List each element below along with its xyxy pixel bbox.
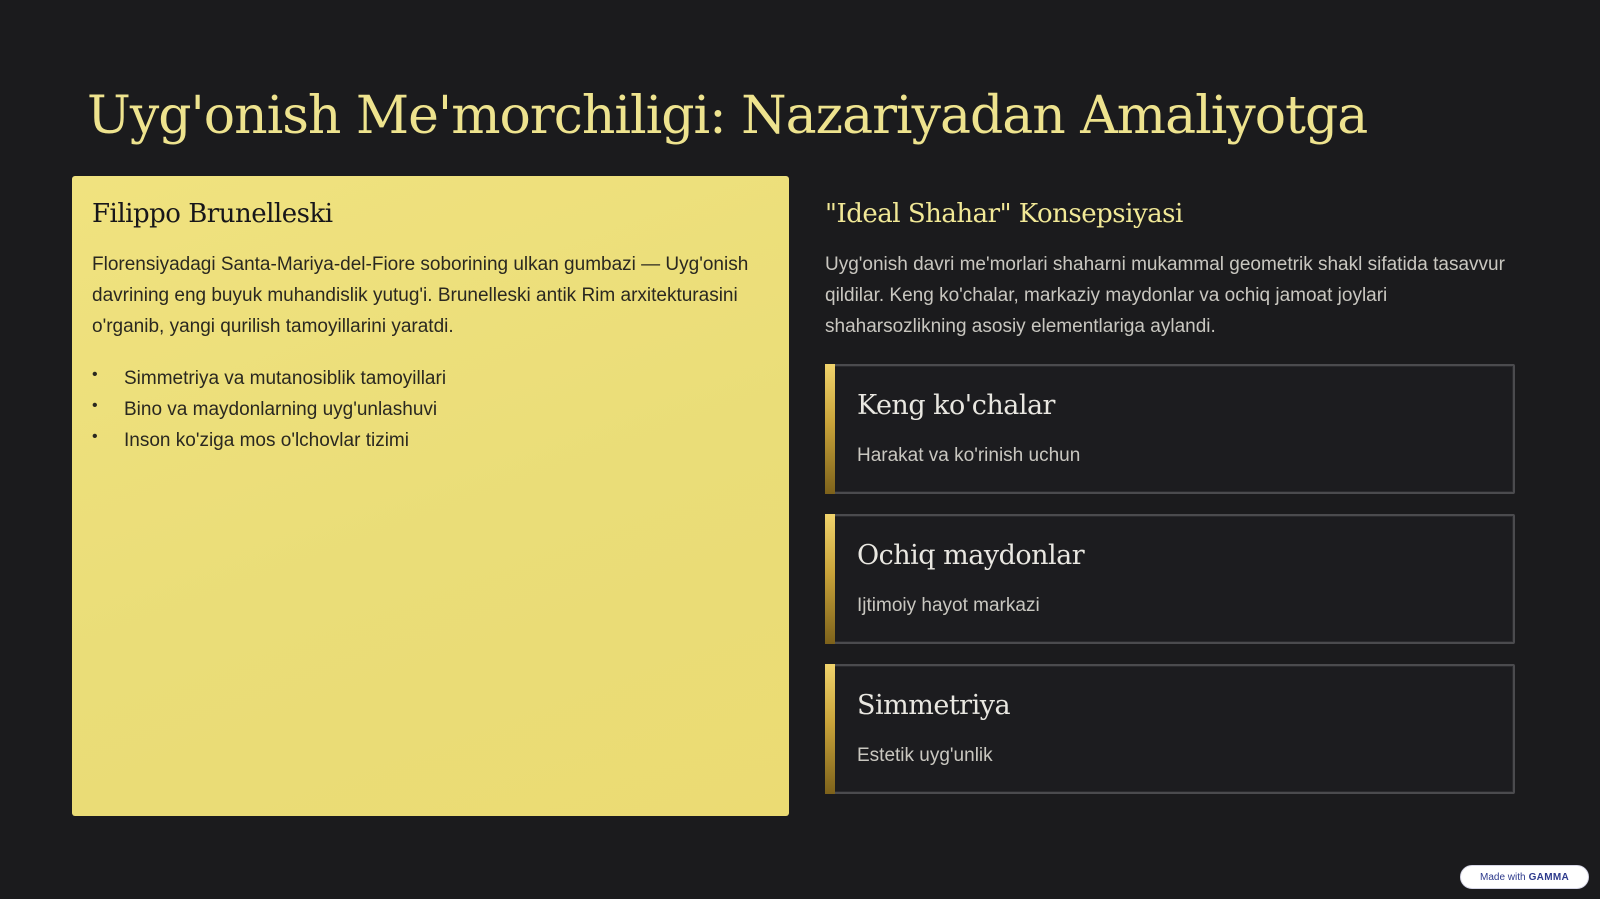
bullet-item (92, 363, 769, 394)
card-heading: Filippo Brunelleski (92, 199, 333, 229)
bullet-dot: • (92, 397, 98, 414)
feature-card (825, 514, 1515, 644)
feature-card (825, 364, 1515, 494)
gamma-logo: GAMMA (1528, 871, 1569, 883)
ideal-city-section (825, 196, 1515, 814)
bullet-text: Bino va maydonlarning uyg'unlashuvi (124, 399, 438, 420)
feature-description: Harakat va ko'rinish uchun (857, 445, 1081, 466)
card-paragraph: Florensiyadagi Santa-Mariya-del-Fiore soborining ulkan gumbazi — Uyg'onish davrining eng buyuk muhandislik yutug'i. Brunelleski antik Rim arxitekturasini o'rganib, yangi qurilish tamoyillarini yaratdi. (92, 254, 749, 337)
brunelleschi-card (72, 176, 789, 816)
bullet-list (92, 363, 769, 456)
bullet-dot: • (92, 366, 98, 383)
bullet-item (92, 425, 769, 456)
feature-description: Ijtimoiy hayot markazi (857, 595, 1040, 616)
feature-description: Estetik uyg'unlik (857, 745, 993, 766)
bullet-text: Simmetriya va mutanosiblik tamoyillari (124, 368, 447, 389)
feature-list (825, 364, 1515, 794)
slide-title: Uyg'onish Me'morchiligi: Nazariyadan Amaliyotga (87, 86, 1368, 146)
feature-accent-bar (825, 514, 835, 644)
feature-accent-bar (825, 364, 835, 494)
bullet-text: Inson ko'ziga mos o'lchovlar tizimi (124, 430, 409, 451)
feature-title: Simmetriya (857, 690, 1011, 721)
badge-prefix: Made with (1480, 871, 1526, 883)
bullet-dot: • (92, 428, 98, 445)
feature-accent-bar (825, 664, 835, 794)
section-heading: "Ideal Shahar" Konsepsiyasi (825, 199, 1183, 229)
feature-title: Keng ko'chalar (857, 390, 1055, 421)
feature-card (825, 664, 1515, 794)
section-paragraph: Uyg'onish davri me'morlari shaharni mukammal geometrik shakl sifatida tasavvur qildilar. Keng ko'chalar, markaziy maydonlar va ochiq jamoat joylari shaharsozlikning asosiy elementlariga aylandi. (825, 254, 1505, 337)
feature-title: Ochiq maydonlar (857, 540, 1085, 571)
made-with-gamma-badge[interactable] (1460, 865, 1589, 889)
bullet-item (92, 394, 769, 425)
